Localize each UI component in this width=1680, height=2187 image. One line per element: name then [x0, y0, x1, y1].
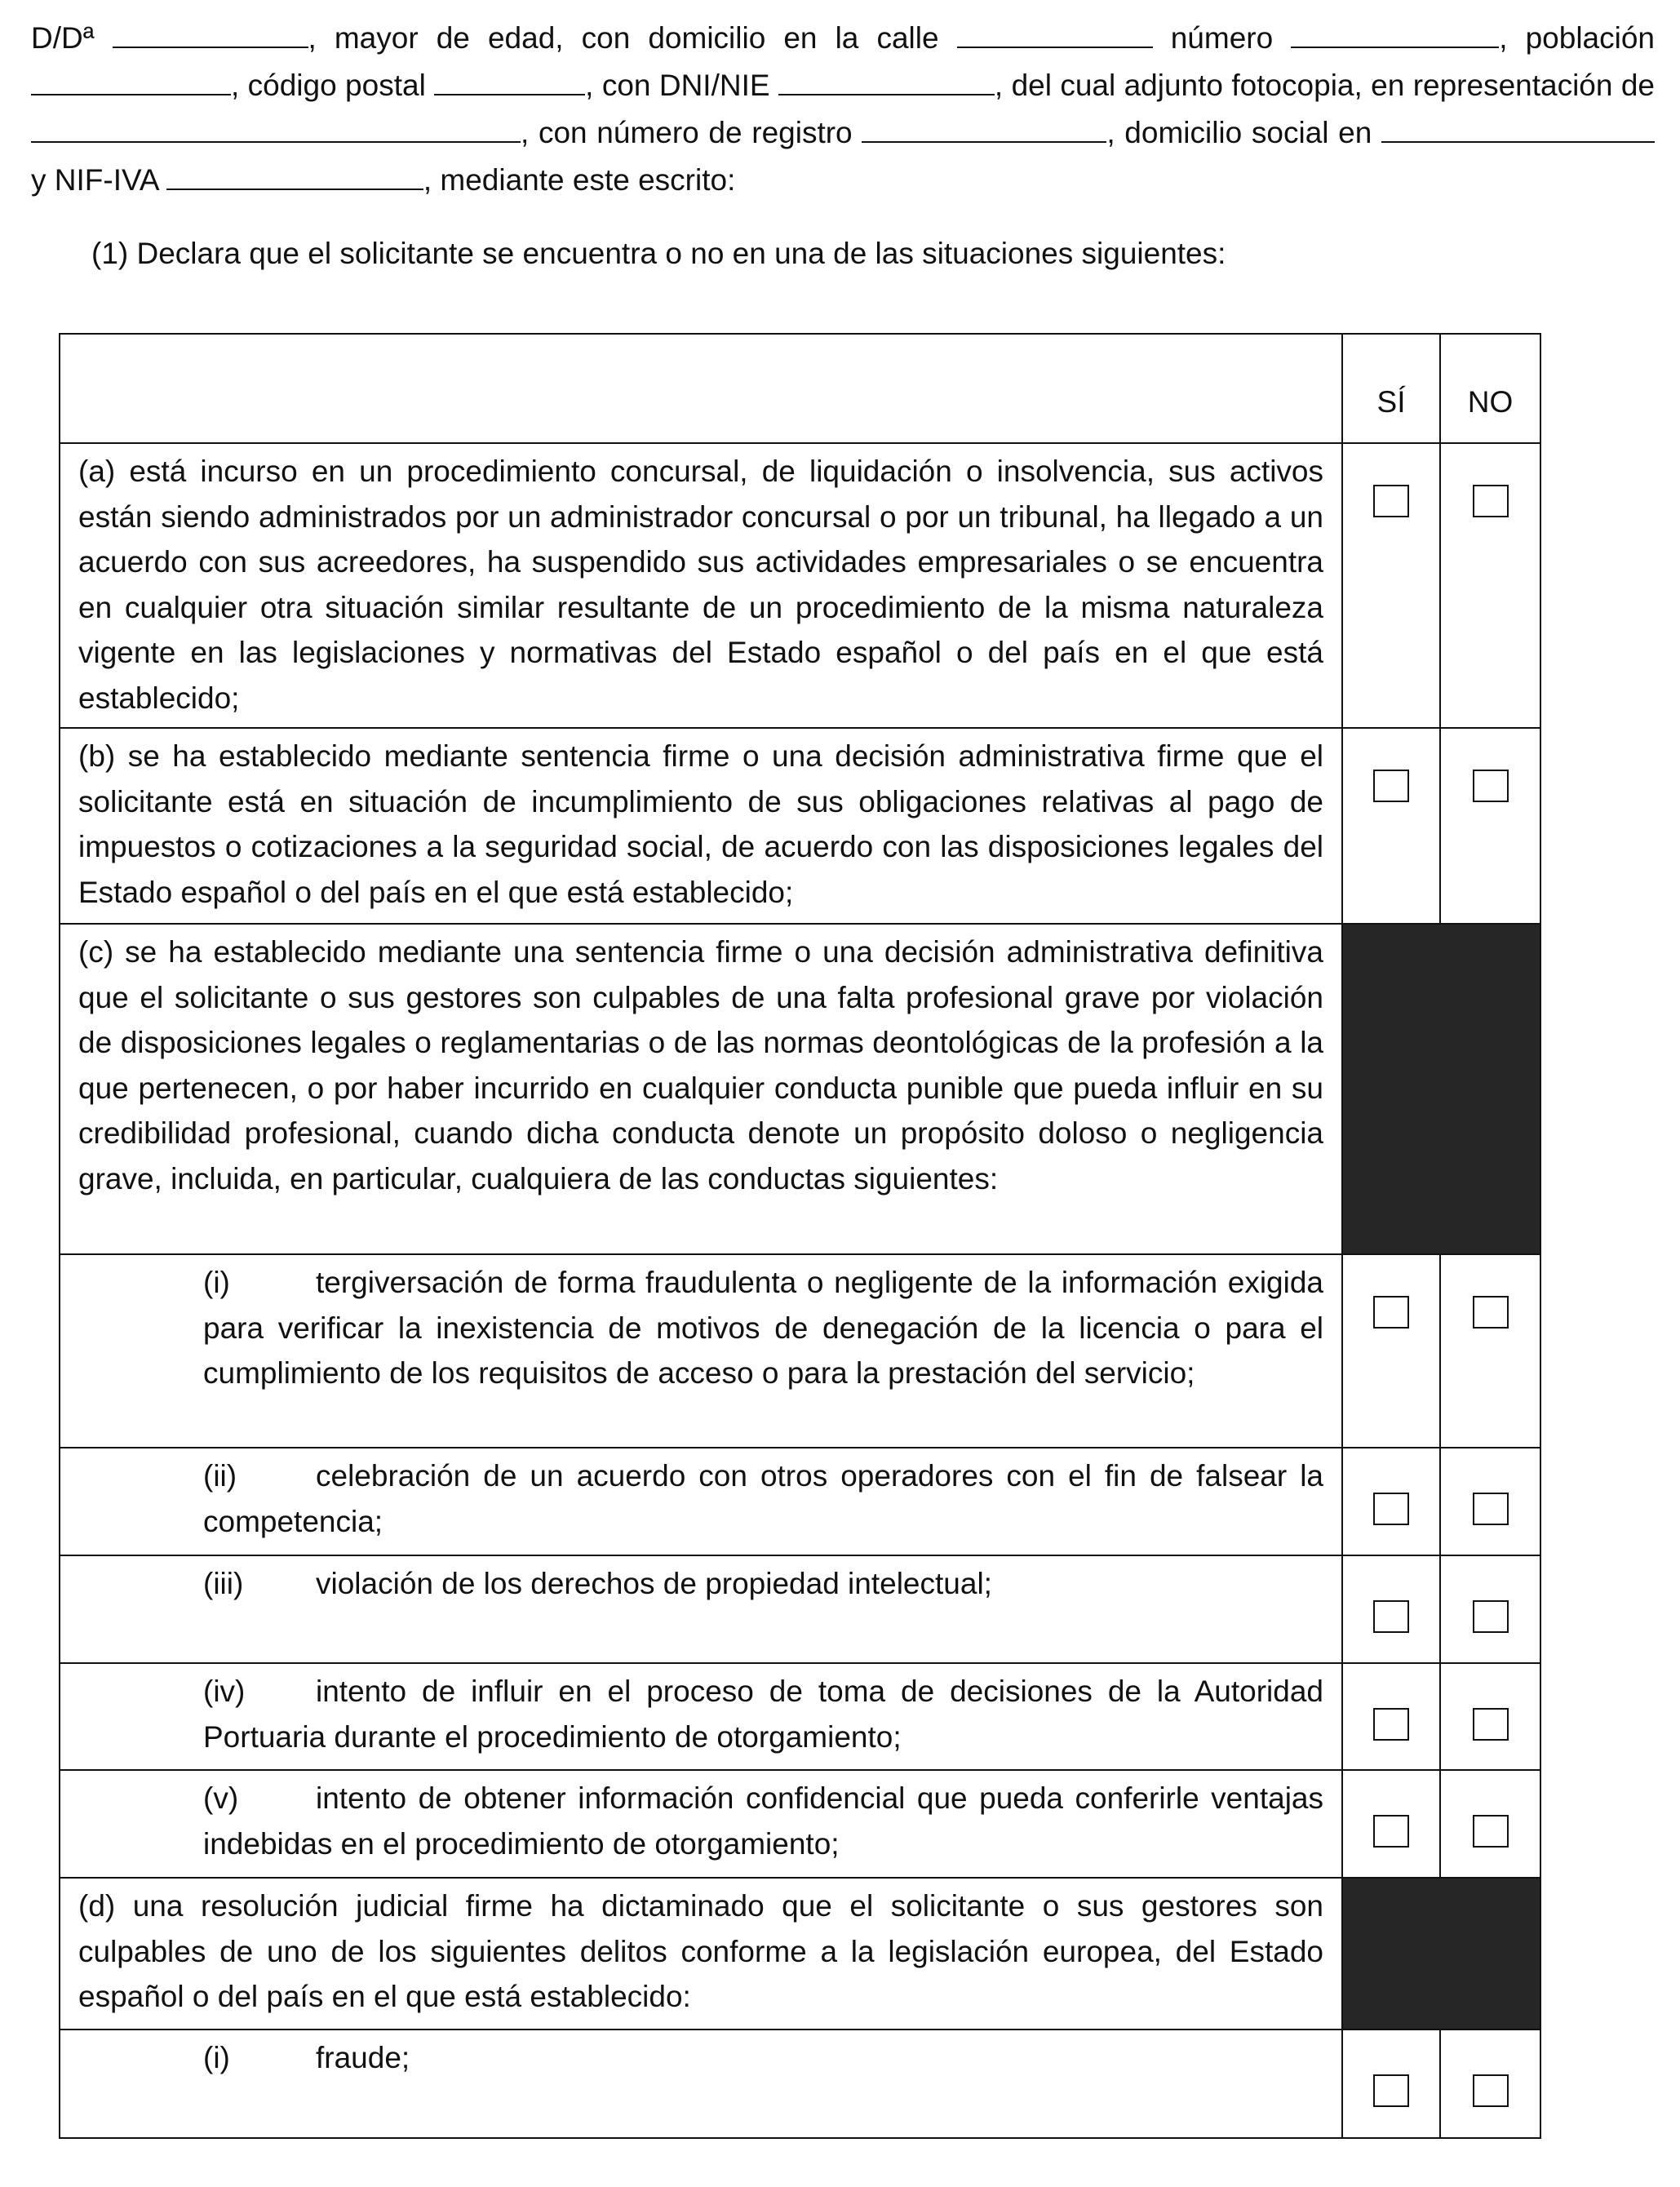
- row-text-c: (c) se ha establecido mediante una sentencia firme o una decisión administrativa definitiva que el solicitante o sus gestores son culpables de una falta profesional grave por violación de disposiciones legales o reglamentarias o de las normas deontológicas de la profesión a la que pertenecen, o por haber incurrido en cualquier conducta punible que pueda influir en su credibilidad profesional, cuando dicha conducta denote un propósito doloso o negligencia grave, incluida, en particular, cualquiera de las conductas siguientes:: [60, 924, 1342, 1254]
- intro-text-1: D/Dª: [31, 21, 95, 55]
- checkbox-no-b[interactable]: [1473, 770, 1509, 802]
- intro-text-4: , población: [1499, 21, 1656, 55]
- row-text-b: (b) se ha establecido mediante sentencia firme o una decisión administrativa firme que el solicitante está en situación de incumplimiento de sus obligaciones relativas al pago de impuestos o cotizaciones a la seguridad social, de acuerdo con las disposiciones legales del Estado español o del país en el que está establecido;: [60, 728, 1342, 924]
- checkbox-si-a[interactable]: [1373, 485, 1409, 517]
- row-num-c-iv: (iv): [203, 1675, 246, 1708]
- row-body-d-i: fraude;: [316, 2041, 410, 2074]
- row-text-c-iv: [60, 1663, 1342, 1770]
- intro-text-9: , domicilio social en: [1106, 116, 1372, 149]
- row-text-c-i: [60, 1254, 1342, 1448]
- nif-iva-field[interactable]: [166, 162, 423, 190]
- table-row: [60, 924, 1540, 1254]
- table-row: [60, 1555, 1540, 1663]
- declaration-heading: (1) Declara que el solicitante se encuentra o no en una de las situaciones siguientes:: [91, 237, 1226, 270]
- intro-paragraph: [31, 15, 1655, 204]
- checkbox-no-c-v[interactable]: [1473, 1815, 1509, 1848]
- table-row: [60, 1254, 1540, 1448]
- postal-code-field[interactable]: [434, 68, 585, 95]
- checkbox-no-c-ii[interactable]: [1473, 1493, 1509, 1525]
- checkbox-no-a[interactable]: [1473, 485, 1509, 517]
- street-number-field[interactable]: [1291, 20, 1499, 48]
- header-no: NO: [1440, 334, 1540, 443]
- table-row: [60, 1878, 1540, 2030]
- checkbox-si-d-i[interactable]: [1373, 2074, 1409, 2107]
- dni-nie-field[interactable]: [778, 68, 995, 95]
- row-text-d-i: [60, 2030, 1342, 2138]
- checkbox-si-c-iii[interactable]: [1373, 1600, 1409, 1633]
- checkbox-no-c-iii[interactable]: [1473, 1600, 1509, 1633]
- registry-number-field[interactable]: [862, 115, 1106, 143]
- social-address-field[interactable]: [1381, 115, 1655, 143]
- intro-text-10: y NIF-IVA: [31, 163, 158, 197]
- intro-text-6: , con DNI/NIE: [585, 69, 770, 102]
- shaded-cell-d: [1342, 1878, 1540, 2030]
- row-text-c-ii: [60, 1448, 1342, 1555]
- intro-text-8: , con número de registro: [521, 116, 853, 149]
- checkbox-si-c-ii[interactable]: [1373, 1493, 1409, 1525]
- row-text-a: (a) está incurso en un procedimiento concursal, de liquidación o insolvencia, sus activos están siendo administrados por un administrador concursal o por un tribunal, ha llegado a un acuerdo con sus acreedores, ha suspendido sus actividades empresariales o se encuentra en cualquier otra situación similar resultante de un procedimiento de la misma naturaleza vigente en las legislaciones y normativas del Estado español o del país en el que está establecido;: [60, 443, 1342, 728]
- table-row: [60, 1770, 1540, 1878]
- table-row: [60, 443, 1540, 728]
- checkbox-no-c-iv[interactable]: [1473, 1708, 1509, 1741]
- header-si: SÍ: [1342, 334, 1440, 443]
- row-body-c-iii: violación de los derechos de propiedad intelectual;: [316, 1567, 992, 1600]
- street-field[interactable]: [957, 20, 1153, 48]
- row-num-c-i: (i): [203, 1266, 230, 1299]
- row-body-c-ii: celebración de un acuerdo con otros operadores con el fin de falsear la competencia;: [203, 1459, 1323, 1538]
- checkbox-si-c-iv[interactable]: [1373, 1708, 1409, 1741]
- table-row: [60, 728, 1540, 924]
- checkbox-si-c-i[interactable]: [1373, 1296, 1409, 1329]
- intro-text-7: , del cual adjunto fotocopia, en representación de: [994, 69, 1655, 102]
- table-row: [60, 1448, 1540, 1555]
- situations-table: [59, 333, 1540, 2139]
- checkbox-no-d-i[interactable]: [1473, 2074, 1509, 2107]
- town-field[interactable]: [31, 68, 231, 95]
- checkbox-si-b[interactable]: [1373, 770, 1409, 802]
- row-text-d: (d) una resolución judicial firme ha dictaminado que el solicitante o sus gestores son culpables de uno de los siguientes delitos conforme a la legislación europea, del Estado español o del país en el que está establecido:: [60, 1878, 1342, 2030]
- row-body-c-v: intento de obtener información confidencial que pueda conferirle ventajas indebidas en el procedimiento de otorgamiento;: [203, 1781, 1323, 1861]
- row-body-c-i: tergiversación de forma fraudulenta o negligente de la información exigida para verificar la inexistencia de motivos de denegación de la licencia o para el cumplimiento de los requisitos de acceso o para la prestación del servicio;: [203, 1266, 1323, 1390]
- row-num-c-iii: (iii): [203, 1567, 244, 1600]
- table-row: [60, 1663, 1540, 1770]
- table-row: [60, 2030, 1540, 2138]
- row-num-c-v: (v): [203, 1781, 239, 1815]
- checkbox-si-c-v[interactable]: [1373, 1815, 1409, 1848]
- intro-text-5: , código postal: [231, 69, 426, 102]
- intro-text-11: , mediante este escrito:: [423, 163, 736, 197]
- checkbox-no-c-i[interactable]: [1473, 1296, 1509, 1329]
- name-field[interactable]: [113, 20, 308, 48]
- shaded-cell-c: [1342, 924, 1540, 1254]
- row-text-c-iii: [60, 1555, 1342, 1663]
- row-text-c-v: [60, 1770, 1342, 1878]
- header-blank: [60, 334, 1342, 443]
- intro-text-3: número: [1170, 21, 1274, 55]
- table-header-row: [60, 334, 1540, 443]
- intro-text-2: , mayor de edad, con domicilio en la calle: [308, 21, 939, 55]
- row-body-c-iv: intento de influir en el proceso de toma de decisiones de la Autoridad Portuaria durante el procedimiento de otorgamiento;: [203, 1675, 1323, 1754]
- represented-entity-field[interactable]: [31, 115, 521, 143]
- row-num-c-ii: (ii): [203, 1459, 237, 1493]
- row-num-d-i: (i): [203, 2041, 230, 2074]
